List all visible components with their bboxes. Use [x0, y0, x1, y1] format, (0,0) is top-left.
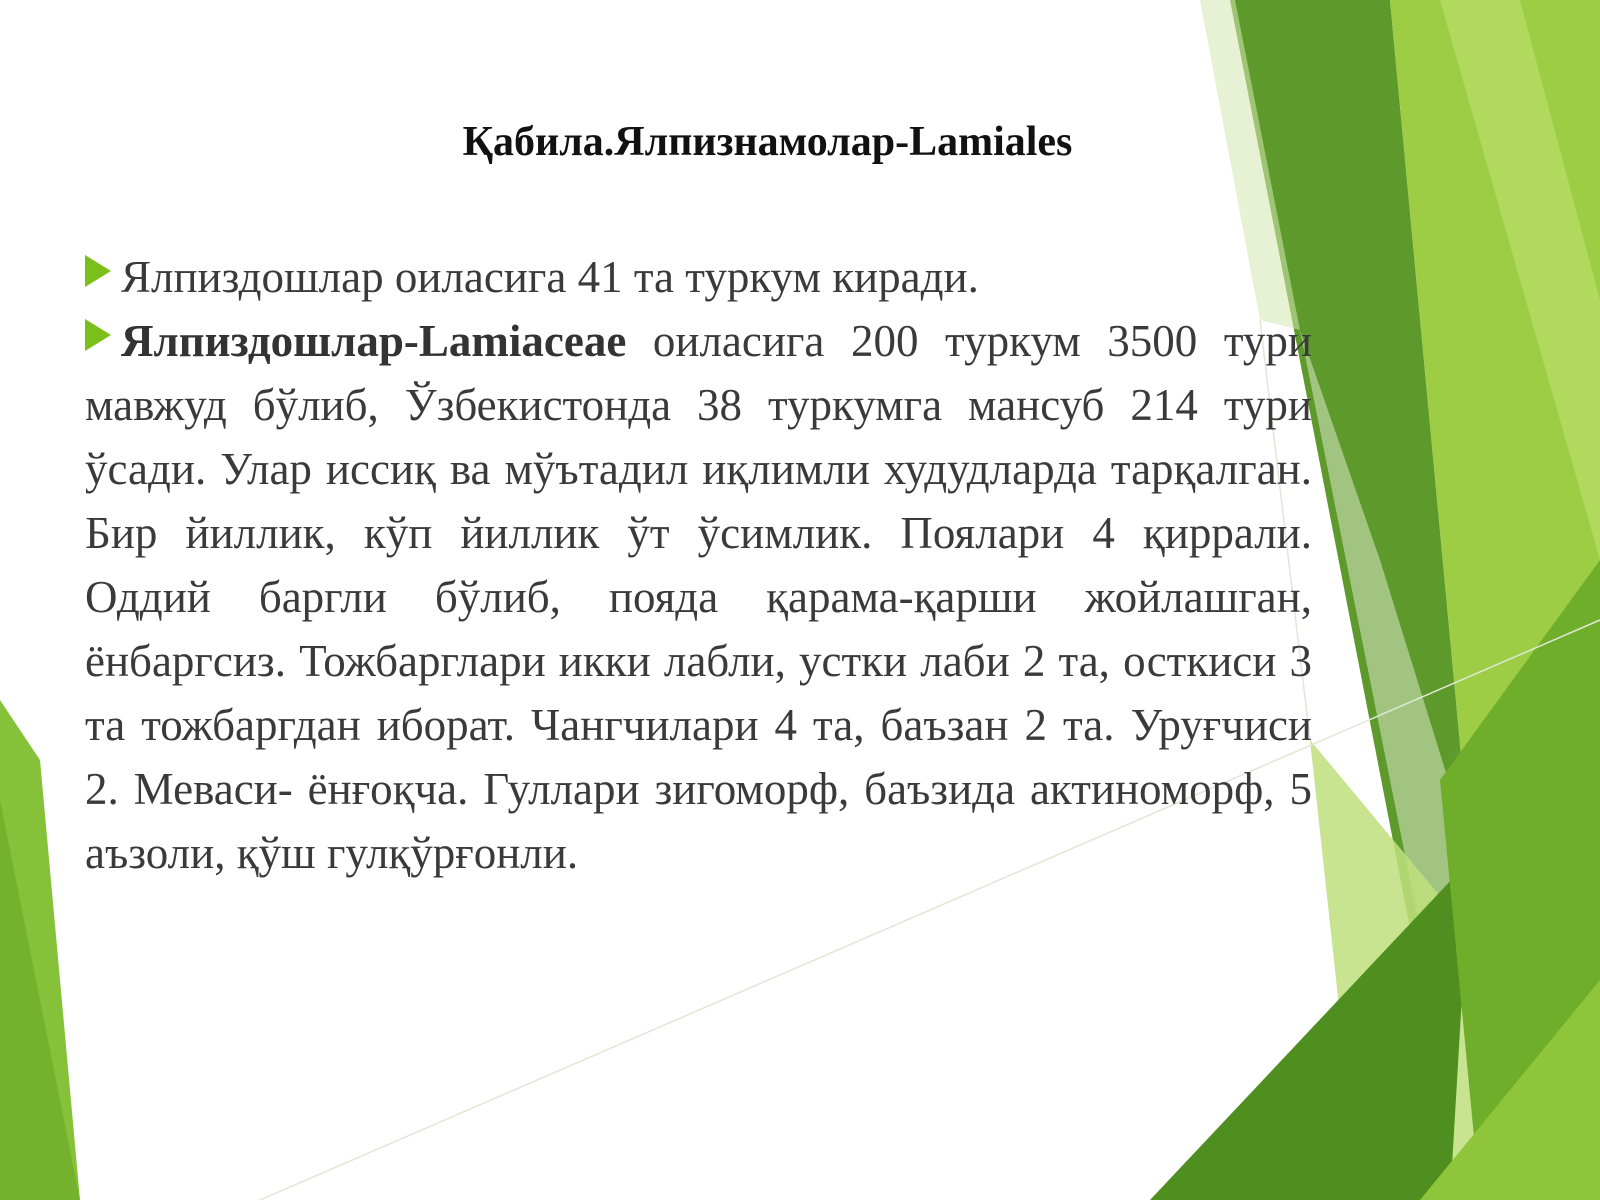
family-name: Ялпиздошлар-Lamiaceae	[121, 316, 627, 366]
bullet-text: оиласига 200 туркум 3500 тури мавжуд бўлиб, Ўзбекистонда 38 туркумга мансуб 214 тури ўсади. Улар иссиқ ва мўътадил иқлимли худудларда тарқалган. Бир йиллик, кўп йиллик ўт ўсимлик. Поялари 4 қиррали. Оддий баргли бўлиб, пояда қарама-қарши жойлашган, ёнбаргсиз. Тожбарглари икки лабли, устки лаби 2 та, осткиси 3 та тожбаргдан иборат. Чангчилари 4 та, баъзан 2 та. Уруғчиси 2. Меваси- ёнғоқча. Гуллари зигоморф, баъзида актиноморф, 5 аъзоли, қўш гулқўрғонли.	[85, 316, 1312, 878]
bullet-item-1	[85, 245, 1312, 309]
bullet-item-2	[85, 309, 1312, 885]
bullet-text: Ялпиздошлар оиласига 41 та туркум киради.	[121, 252, 979, 302]
slide-title: Қабила.Ялпизнамолар-Lamiales	[462, 119, 1073, 165]
green-triangle-bullet-icon	[85, 255, 111, 287]
green-triangle-bullet-icon	[85, 319, 111, 351]
slide-body	[85, 245, 1312, 885]
